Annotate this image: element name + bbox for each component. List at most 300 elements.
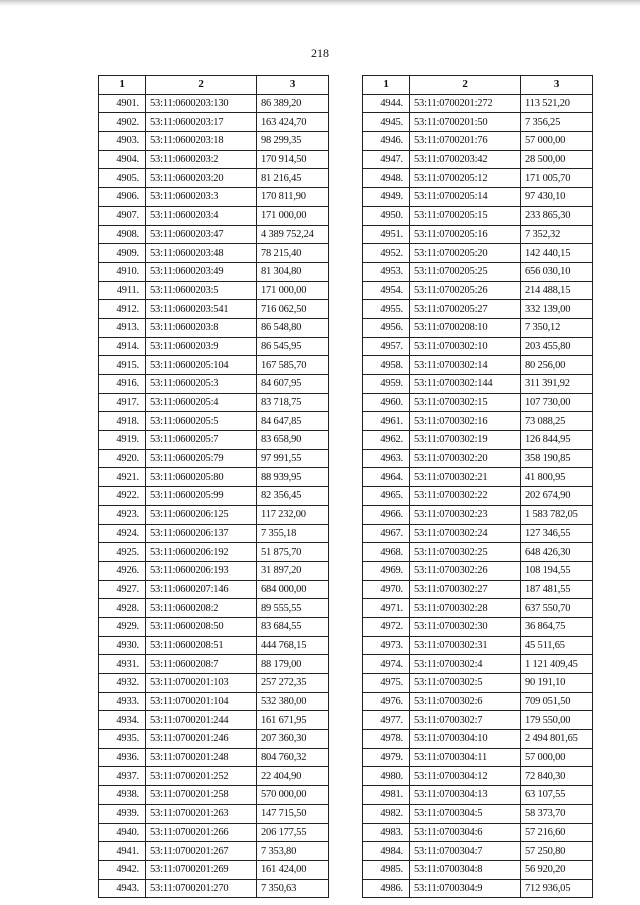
amount: 161 424,00 (257, 860, 329, 879)
table-row (99, 94, 329, 113)
row-number: 4917. (99, 393, 146, 412)
table-row (99, 786, 329, 805)
table-row (99, 449, 329, 468)
table-row (363, 300, 593, 319)
row-number: 4904. (99, 150, 146, 169)
table-row (363, 150, 593, 169)
cadastral-number: 53:11:0600206:137 (146, 524, 257, 543)
amount: 163 424,70 (257, 113, 329, 132)
amount: 78 215,40 (257, 244, 329, 263)
cadastral-number: 53:11:0600203:49 (146, 262, 257, 281)
row-number: 4908. (99, 225, 146, 244)
cadastral-number: 53:11:0600203:18 (146, 132, 257, 151)
row-number: 4943. (99, 879, 146, 898)
table-row (363, 711, 593, 730)
amount: 187 481,55 (521, 580, 593, 599)
table-row (99, 150, 329, 169)
row-number: 4940. (99, 823, 146, 842)
amount: 444 768,15 (257, 636, 329, 655)
column-header-2: 2 (410, 76, 521, 95)
column-header-1: 1 (363, 76, 410, 95)
cadastral-number: 53:11:0700302:22 (410, 487, 521, 506)
row-number: 4941. (99, 842, 146, 861)
cadastral-number: 53:11:0700201:248 (146, 748, 257, 767)
cadastral-number: 53:11:0700201:246 (146, 730, 257, 749)
table-row (99, 748, 329, 767)
table-row (99, 804, 329, 823)
table-row (363, 561, 593, 580)
table-row (363, 636, 593, 655)
amount: 7 350,12 (521, 318, 593, 337)
row-number: 4959. (363, 375, 410, 394)
amount: 89 555,55 (257, 599, 329, 618)
row-number: 4923. (99, 505, 146, 524)
amount: 257 272,35 (257, 674, 329, 693)
row-number: 4949. (363, 188, 410, 207)
amount: 97 991,55 (257, 449, 329, 468)
table-row (99, 580, 329, 599)
table-row (363, 599, 593, 618)
amount: 207 360,30 (257, 730, 329, 749)
row-number: 4903. (99, 132, 146, 151)
cadastral-number: 53:11:0700302:23 (410, 505, 521, 524)
table-row (363, 412, 593, 431)
amount: 84 607,95 (257, 375, 329, 394)
amount: 90 191,10 (521, 674, 593, 693)
table-row (99, 356, 329, 375)
table-row (363, 655, 593, 674)
table-row (99, 262, 329, 281)
row-number: 4974. (363, 655, 410, 674)
cadastral-number: 53:11:0600208:2 (146, 599, 257, 618)
amount: 57 000,00 (521, 132, 593, 151)
row-number: 4964. (363, 468, 410, 487)
amount: 72 840,30 (521, 767, 593, 786)
cadastral-number: 53:11:0700302:20 (410, 449, 521, 468)
row-number: 4944. (363, 94, 410, 113)
cadastral-number: 53:11:0700304:6 (410, 823, 521, 842)
row-number: 4905. (99, 169, 146, 188)
amount: 637 550,70 (521, 599, 593, 618)
table-row (99, 730, 329, 749)
row-number: 4946. (363, 132, 410, 151)
table-row (99, 337, 329, 356)
row-number: 4975. (363, 674, 410, 693)
amount: 142 440,15 (521, 244, 593, 263)
row-number: 4909. (99, 244, 146, 263)
cadastral-number: 53:11:0700302:30 (410, 617, 521, 636)
amount: 179 550,00 (521, 711, 593, 730)
row-number: 4945. (363, 113, 410, 132)
row-number: 4928. (99, 599, 146, 618)
amount: 117 232,00 (257, 505, 329, 524)
table-row (99, 412, 329, 431)
row-number: 4930. (99, 636, 146, 655)
cadastral-number: 53:11:0600205:99 (146, 487, 257, 506)
row-number: 4929. (99, 617, 146, 636)
row-number: 4914. (99, 337, 146, 356)
cadastral-number: 53:11:0700205:14 (410, 188, 521, 207)
cadastral-number: 53:11:0700304:12 (410, 767, 521, 786)
cadastral-number: 53:11:0600203:20 (146, 169, 257, 188)
row-number: 4961. (363, 412, 410, 431)
amount: 311 391,92 (521, 375, 593, 394)
cadastral-number: 53:11:0600207:146 (146, 580, 257, 599)
amount: 656 030,10 (521, 262, 593, 281)
table-row (99, 375, 329, 394)
table-row (363, 113, 593, 132)
cadastral-number: 53:11:0700304:10 (410, 730, 521, 749)
row-number: 4911. (99, 281, 146, 300)
cadastral-number: 53:11:0600203:48 (146, 244, 257, 263)
amount: 126 844,95 (521, 431, 593, 450)
cadastral-number: 53:11:0600206:125 (146, 505, 257, 524)
amount: 51 875,70 (257, 543, 329, 562)
table-row (363, 356, 593, 375)
table-row (363, 748, 593, 767)
row-number: 4915. (99, 356, 146, 375)
row-number: 4976. (363, 692, 410, 711)
row-number: 4939. (99, 804, 146, 823)
cadastral-number: 53:11:0700205:25 (410, 262, 521, 281)
cadastral-number: 53:11:0600203:9 (146, 337, 257, 356)
table-row (363, 393, 593, 412)
table-row (363, 580, 593, 599)
table-row (99, 113, 329, 132)
cadastral-number: 53:11:0700201:76 (410, 132, 521, 151)
cadastral-number: 53:11:0700203:42 (410, 150, 521, 169)
cadastral-number: 53:11:0700201:252 (146, 767, 257, 786)
amount: 36 864,75 (521, 617, 593, 636)
row-number: 4920. (99, 449, 146, 468)
amount: 570 000,00 (257, 786, 329, 805)
table-header-row (99, 76, 329, 95)
cadastral-number: 53:11:0600203:2 (146, 150, 257, 169)
cadastral-number: 53:11:0700201:258 (146, 786, 257, 805)
table-row (363, 94, 593, 113)
cadastral-number: 53:11:0700302:144 (410, 375, 521, 394)
amount: 88 179,00 (257, 655, 329, 674)
cadastral-number: 53:11:0700201:50 (410, 113, 521, 132)
left-table-body (99, 94, 329, 898)
row-number: 4924. (99, 524, 146, 543)
row-number: 4947. (363, 150, 410, 169)
amount: 56 920,20 (521, 860, 593, 879)
amount: 7 355,18 (257, 524, 329, 543)
cadastral-number: 53:11:0700302:19 (410, 431, 521, 450)
cadastral-number: 53:11:0700205:12 (410, 169, 521, 188)
row-number: 4983. (363, 823, 410, 842)
cadastral-number: 53:11:0600205:7 (146, 431, 257, 450)
amount: 214 488,15 (521, 281, 593, 300)
cadastral-number: 53:11:0700302:16 (410, 412, 521, 431)
cadastral-number: 53:11:0600203:17 (146, 113, 257, 132)
cadastral-number: 53:11:0700304:13 (410, 786, 521, 805)
cadastral-number: 53:11:0600205:104 (146, 356, 257, 375)
amount: 2 494 801,65 (521, 730, 593, 749)
row-number: 4937. (99, 767, 146, 786)
amount: 73 088,25 (521, 412, 593, 431)
table-row (363, 337, 593, 356)
cadastral-number: 53:11:0700302:4 (410, 655, 521, 674)
cadastral-number: 53:11:0700302:15 (410, 393, 521, 412)
row-number: 4984. (363, 842, 410, 861)
table-row (363, 318, 593, 337)
row-number: 4955. (363, 300, 410, 319)
cadastral-number: 53:11:0600205:79 (146, 449, 257, 468)
table-row (363, 823, 593, 842)
cadastral-number: 53:11:0600203:4 (146, 206, 257, 225)
cadastral-number: 53:11:0700201:272 (410, 94, 521, 113)
amount: 88 939,95 (257, 468, 329, 487)
table-row (363, 281, 593, 300)
cadastral-number: 53:11:0600205:3 (146, 375, 257, 394)
cadastral-number: 53:11:0700205:27 (410, 300, 521, 319)
table-row (99, 281, 329, 300)
cadastral-number: 53:11:0700302:6 (410, 692, 521, 711)
table-row (99, 524, 329, 543)
amount: 86 545,95 (257, 337, 329, 356)
amount: 108 194,55 (521, 561, 593, 580)
row-number: 4982. (363, 804, 410, 823)
amount: 171 000,00 (257, 206, 329, 225)
row-number: 4910. (99, 262, 146, 281)
row-number: 4906. (99, 188, 146, 207)
cadastral-number: 53:11:0600208:50 (146, 617, 257, 636)
table-row (363, 674, 593, 693)
row-number: 4969. (363, 561, 410, 580)
row-number: 4967. (363, 524, 410, 543)
table-row (99, 188, 329, 207)
row-number: 4901. (99, 94, 146, 113)
amount: 84 647,85 (257, 412, 329, 431)
row-number: 4963. (363, 449, 410, 468)
amount: 170 914,50 (257, 150, 329, 169)
cadastral-number: 53:11:0700304:8 (410, 860, 521, 879)
row-number: 4971. (363, 599, 410, 618)
amount: 83 658,90 (257, 431, 329, 450)
table-row (99, 711, 329, 730)
table-row (363, 431, 593, 450)
amount: 80 256,00 (521, 356, 593, 375)
amount: 7 356,25 (521, 113, 593, 132)
amount: 804 760,32 (257, 748, 329, 767)
table-row (363, 524, 593, 543)
row-number: 4966. (363, 505, 410, 524)
row-number: 4950. (363, 206, 410, 225)
cadastral-number: 53:11:0700205:20 (410, 244, 521, 263)
amount: 7 353,80 (257, 842, 329, 861)
cadastral-number: 53:11:0600203:8 (146, 318, 257, 337)
cadastral-number: 53:11:0600208:7 (146, 655, 257, 674)
amount: 532 380,00 (257, 692, 329, 711)
cadastral-number: 53:11:0700205:16 (410, 225, 521, 244)
table-row (363, 225, 593, 244)
row-number: 4977. (363, 711, 410, 730)
table-row (99, 169, 329, 188)
row-number: 4921. (99, 468, 146, 487)
cadastral-number: 53:11:0700205:15 (410, 206, 521, 225)
amount: 82 356,45 (257, 487, 329, 506)
table-row (363, 132, 593, 151)
table-row (99, 505, 329, 524)
cadastral-number: 53:11:0600203:541 (146, 300, 257, 319)
cadastral-number: 53:11:0700302:5 (410, 674, 521, 693)
cadastral-number: 53:11:0600205:5 (146, 412, 257, 431)
cadastral-number: 53:11:0700205:26 (410, 281, 521, 300)
amount: 7 350,63 (257, 879, 329, 898)
amount: 4 389 752,24 (257, 225, 329, 244)
row-number: 4907. (99, 206, 146, 225)
cadastral-number: 53:11:0700302:21 (410, 468, 521, 487)
table-row (99, 244, 329, 263)
table-row (363, 169, 593, 188)
table-row (363, 487, 593, 506)
table-row (363, 617, 593, 636)
cadastral-number: 53:11:0700208:10 (410, 318, 521, 337)
amount: 81 216,45 (257, 169, 329, 188)
amount: 7 352,32 (521, 225, 593, 244)
amount: 113 521,20 (521, 94, 593, 113)
table-row (363, 730, 593, 749)
row-number: 4953. (363, 262, 410, 281)
amount: 83 718,75 (257, 393, 329, 412)
amount: 233 865,30 (521, 206, 593, 225)
amount: 161 671,95 (257, 711, 329, 730)
cadastral-number: 53:11:0700304:11 (410, 748, 521, 767)
row-number: 4956. (363, 318, 410, 337)
table-row (99, 561, 329, 580)
row-number: 4933. (99, 692, 146, 711)
cadastral-number: 53:11:0700302:10 (410, 337, 521, 356)
amount: 712 936,05 (521, 879, 593, 898)
amount: 147 715,50 (257, 804, 329, 823)
cadastral-number: 53:11:0700302:24 (410, 524, 521, 543)
cadastral-number: 53:11:0600205:4 (146, 393, 257, 412)
right-table-body (363, 94, 593, 898)
table-row (99, 393, 329, 412)
amount: 41 800,95 (521, 468, 593, 487)
amount: 203 455,80 (521, 337, 593, 356)
table-row (363, 262, 593, 281)
row-number: 4942. (99, 860, 146, 879)
left-table (98, 75, 329, 898)
column-header-3: 3 (521, 76, 593, 95)
row-number: 4952. (363, 244, 410, 263)
amount: 98 299,35 (257, 132, 329, 151)
row-number: 4936. (99, 748, 146, 767)
row-number: 4913. (99, 318, 146, 337)
table-row (363, 449, 593, 468)
table-row (99, 674, 329, 693)
amount: 358 190,85 (521, 449, 593, 468)
cadastral-number: 53:11:0700302:7 (410, 711, 521, 730)
row-number: 4970. (363, 580, 410, 599)
cadastral-number: 53:11:0700304:7 (410, 842, 521, 861)
row-number: 4965. (363, 487, 410, 506)
table-row (99, 692, 329, 711)
amount: 206 177,55 (257, 823, 329, 842)
row-number: 4978. (363, 730, 410, 749)
row-number: 4979. (363, 748, 410, 767)
amount: 28 500,00 (521, 150, 593, 169)
table-row (363, 375, 593, 394)
row-number: 4934. (99, 711, 146, 730)
amount: 332 139,00 (521, 300, 593, 319)
amount: 45 511,65 (521, 636, 593, 655)
amount: 22 404,90 (257, 767, 329, 786)
amount: 31 897,20 (257, 561, 329, 580)
row-number: 4925. (99, 543, 146, 562)
cadastral-number: 53:11:0700201:270 (146, 879, 257, 898)
amount: 63 107,55 (521, 786, 593, 805)
cadastral-number: 53:11:0600203:130 (146, 94, 257, 113)
table-row (99, 617, 329, 636)
cadastral-number: 53:11:0700201:104 (146, 692, 257, 711)
amount: 648 426,30 (521, 543, 593, 562)
table-row (99, 225, 329, 244)
table-header-row (363, 76, 593, 95)
row-number: 4980. (363, 767, 410, 786)
row-number: 4932. (99, 674, 146, 693)
amount: 709 051,50 (521, 692, 593, 711)
table-row (99, 860, 329, 879)
amount: 202 674,90 (521, 487, 593, 506)
table-row (363, 804, 593, 823)
cadastral-number: 53:11:0600203:47 (146, 225, 257, 244)
amount: 127 346,55 (521, 524, 593, 543)
row-number: 4954. (363, 281, 410, 300)
row-number: 4931. (99, 655, 146, 674)
row-number: 4968. (363, 543, 410, 562)
cadastral-number: 53:11:0700201:244 (146, 711, 257, 730)
row-number: 4935. (99, 730, 146, 749)
column-header-1: 1 (99, 76, 146, 95)
table-row (99, 599, 329, 618)
table-row (363, 244, 593, 263)
row-number: 4960. (363, 393, 410, 412)
table-row (363, 860, 593, 879)
cadastral-number: 53:11:0700201:269 (146, 860, 257, 879)
cadastral-number: 53:11:0700302:28 (410, 599, 521, 618)
amount: 86 389,20 (257, 94, 329, 113)
table-row (99, 636, 329, 655)
table-row (363, 543, 593, 562)
row-number: 4916. (99, 375, 146, 394)
table-row (363, 468, 593, 487)
cadastral-number: 53:11:0700302:31 (410, 636, 521, 655)
row-number: 4957. (363, 337, 410, 356)
table-row (99, 132, 329, 151)
table-row (99, 206, 329, 225)
table-row (99, 487, 329, 506)
row-number: 4981. (363, 786, 410, 805)
amount: 83 684,55 (257, 617, 329, 636)
cadastral-number: 53:11:0600206:193 (146, 561, 257, 580)
row-number: 4918. (99, 412, 146, 431)
amount: 1 583 782,05 (521, 505, 593, 524)
row-number: 4938. (99, 786, 146, 805)
table-row (363, 879, 593, 898)
amount: 167 585,70 (257, 356, 329, 375)
table-row (99, 823, 329, 842)
scan-edge (0, 0, 640, 6)
table-row (363, 206, 593, 225)
table-row (99, 468, 329, 487)
amount: 716 062,50 (257, 300, 329, 319)
column-header-3: 3 (257, 76, 329, 95)
cadastral-number: 53:11:0700302:25 (410, 543, 521, 562)
